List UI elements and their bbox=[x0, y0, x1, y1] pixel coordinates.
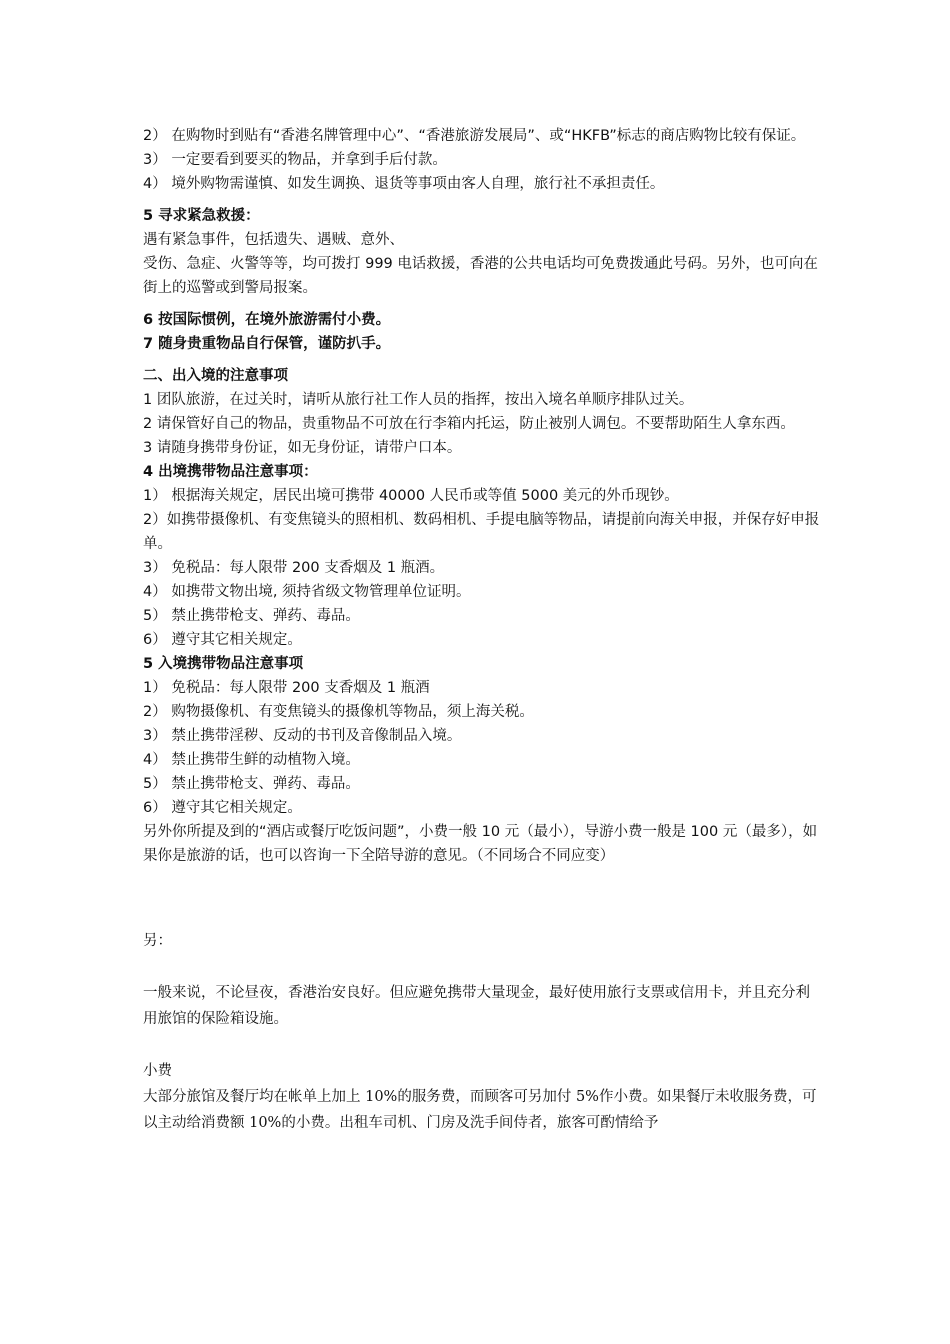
emergency-line: 遇有紧急事件，包括遗失、遇贼、意外、 bbox=[143, 232, 404, 248]
section2-item: 3 请随身携带身份证，如无身份证，请带户口本。 bbox=[143, 440, 462, 456]
extra-note: 另外你所提及到的“酒店或餐厅吃饭问题”，小费一般 10 元（最小），导游小费一般是 100 元（最多），如果你是旅游的话，也可以咨询一下全陪导游的意见。（不同场合不同应变） bbox=[143, 824, 818, 864]
also-label: 另： bbox=[143, 933, 172, 949]
safety-paragraph: 一般来说，不论昼夜，香港治安良好。但应避免携带大量现金，最好使用旅行支票或信用卡，并且充分利用旅馆的保险箱设施。 bbox=[143, 985, 810, 1027]
shopping-item: 2） 在购物时到贴有“香港名牌管理中心”、“香港旅游发展局”、或“HKFB”标志的商店购物比较有保证。 bbox=[143, 128, 806, 144]
exit-item: 6） 遵守其它相关规定。 bbox=[143, 632, 302, 648]
tip-heading: 小费 bbox=[143, 1063, 172, 1079]
section2-item: 2 请保管好自己的物品，贵重物品不可放在行李箱内托运，防止被别人调包。不要帮助陌生人拿东西。 bbox=[143, 416, 795, 432]
entry-item: 2） 购物摄像机、有变焦镜头的摄像机等物品，须上海关税。 bbox=[143, 704, 534, 720]
document-page bbox=[143, 124, 823, 1136]
exit-item: 5） 禁止携带枪支、弹药、毒品。 bbox=[143, 608, 360, 624]
entry-item: 5） 禁止携带枪支、弹药、毒品。 bbox=[143, 776, 360, 792]
exit-item: 4） 如携带文物出境, 须持省级文物管理单位证明。 bbox=[143, 584, 471, 600]
entry-item: 3） 禁止携带淫秽、反动的书刊及音像制品入境。 bbox=[143, 728, 462, 744]
entry-heading: 5 入境携带物品注意事项 bbox=[143, 656, 304, 672]
tips-heading: 6 按国际惯例，在境外旅游需付小费。 bbox=[143, 312, 391, 328]
exit-heading: 4 出境携带物品注意事项： bbox=[143, 464, 318, 480]
emergency-heading: 5 寻求紧急救援： bbox=[143, 208, 260, 224]
shopping-item: 4） 境外购物需谨慎、如发生调换、退货等事项由客人自理，旅行社不承担责任。 bbox=[143, 176, 665, 192]
valuables-heading: 7 随身贵重物品自行保管，谨防扒手。 bbox=[143, 336, 391, 352]
tip-paragraph: 大部分旅馆及餐厅均在帐单上加上 10%的服务费，而顾客可另加付 5%作小费。如果餐厅未收服务费，可以主动给消费额 10%的小费。出租车司机、门房及洗手间侍者，旅客可酌情给予 bbox=[143, 1089, 817, 1131]
emergency-line: 受伤、急症、火警等等，均可拨打 999 电话救援，香港的公共电话均可免费拨通此号码。另外，也可向在街上的巡警或到警局报案。 bbox=[143, 256, 818, 296]
exit-item: 2）如携带摄像机、有变焦镜头的照相机、数码相机、手提电脑等物品，请提前向海关申报，并保存好申报单。 bbox=[143, 512, 820, 552]
exit-item: 1） 根据海关规定，居民出境可携带 40000 人民币或等值 5000 美元的外币现钞。 bbox=[143, 488, 679, 504]
entry-item: 4） 禁止携带生鲜的动植物入境。 bbox=[143, 752, 360, 768]
shopping-item: 3） 一定要看到要买的物品，并拿到手后付款。 bbox=[143, 152, 447, 168]
entry-item: 6） 遵守其它相关规定。 bbox=[143, 800, 302, 816]
section2-heading: 二、出入境的注意事项 bbox=[143, 368, 288, 384]
entry-item: 1） 免税品：每人限带 200 支香烟及 1 瓶酒 bbox=[143, 680, 430, 696]
exit-item: 3） 免税品：每人限带 200 支香烟及 1 瓶酒。 bbox=[143, 560, 445, 576]
section2-item: 1 团队旅游，在过关时，请听从旅行社工作人员的指挥，按出入境名单顺序排队过关。 bbox=[143, 392, 694, 408]
